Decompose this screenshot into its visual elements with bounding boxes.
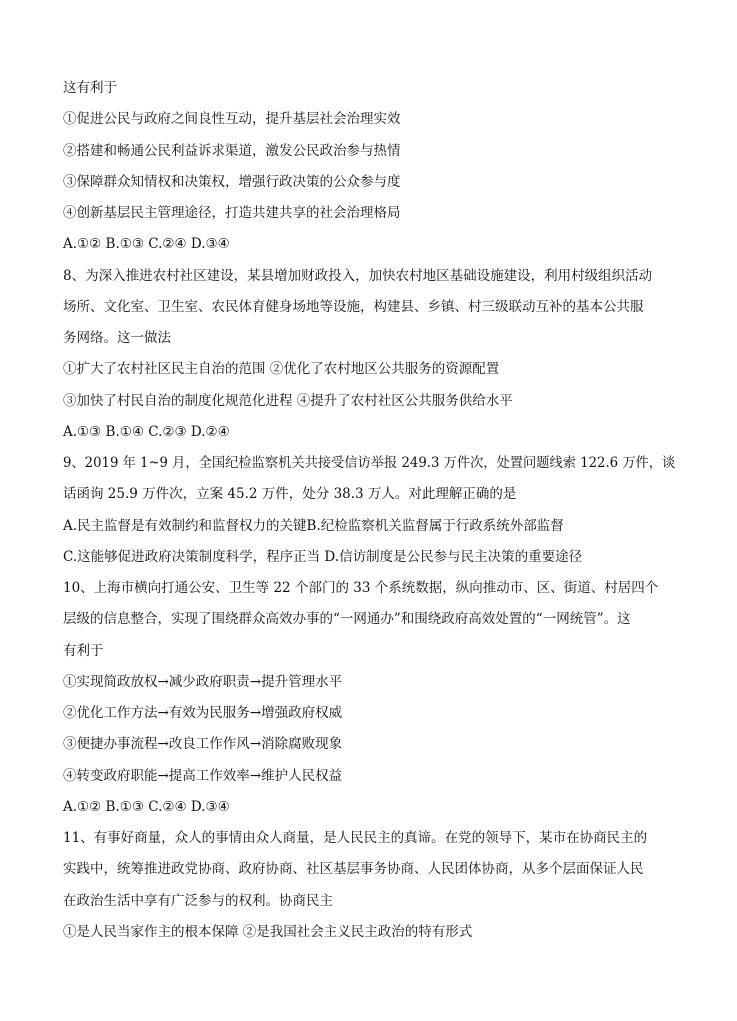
question-11-line: 实践中，统筹推进政党协商、政府协商、社区基层事务协商、人民团体协商，从多个层面保证人民 xyxy=(63,861,644,877)
question-9-line: 话函询 25.9 万件次，立案 45.2 万件，处分 38.3 万人。对此理解正确的是 xyxy=(63,486,517,502)
question-9-line: 9、2019 年 1~9 月，全国纪检监察机关共接受信访举报 249.3 万件次，处置问题线索 122.6 万件，谈 xyxy=(63,455,676,471)
option-line: ①是人民当家作主的根本保障 ②是我国社会主义民主政治的特有形式 xyxy=(63,924,473,940)
answer-choices: C.这能够促进政府决策制度科学，程序正当 D.信访制度是公民参与民主决策的重要途径 xyxy=(63,549,583,565)
question-10-line: 10、上海市横向打通公安、卫生等 22 个部门的 33 个系统数据，纵向推动市、区、街道、村居四个 xyxy=(63,580,659,596)
question-8-line: 8、为深入推进农村社区建设，某县增加财政投入，加快农村地区基础设施建设，利用村级组织活动 xyxy=(63,268,653,284)
answer-choices: A.①② B.①③ C.②④ D.③④ xyxy=(63,236,230,252)
option-line: ③保障群众知情权和决策权，增强行政决策的公众参与度 xyxy=(63,174,401,190)
option-line: ③便捷办事流程→改良工作作风→消除腐败现象 xyxy=(63,736,343,752)
text-line: 这有利于 xyxy=(63,80,117,96)
answer-choices: A.①② B.①③ C.②④ D.③④ xyxy=(63,799,230,815)
option-line: ③加快了村民自治的制度化规范化进程 ④提升了农村社区公共服务供给水平 xyxy=(63,393,513,409)
option-line: ④转变政府职能→提高工作效率→维护人民权益 xyxy=(63,768,343,784)
answer-choices: A.①③ B.①④ C.②③ D.②④ xyxy=(63,424,230,440)
question-8-line: 务网络。这一做法 xyxy=(63,330,171,346)
option-line: ①促进公民与政府之间良性互动，提升基层社会治理实效 xyxy=(63,111,401,127)
question-8-line: 场所、文化室、卫生室、农民体育健身场地等设施，构建县、乡镇、村三级联动互补的基本公共服 xyxy=(63,299,644,315)
question-10-line: 层级的信息整合，实现了围绕群众高效办事的“一网通办”和围绕政府高效处置的“一网统管”。这 xyxy=(63,611,631,627)
option-line: ①实现简政放权→减少政府职责→提升管理水平 xyxy=(63,674,343,690)
question-10-line: 有利于 xyxy=(63,643,104,659)
option-line: ②搭建和畅通公民利益诉求渠道，激发公民政治参与热情 xyxy=(63,143,401,159)
question-11-line: 11、有事好商量，众人的事情由众人商量，是人民民主的真谛。在党的领导下，某市在协商民主的 xyxy=(63,830,648,846)
option-line: ④创新基层民主管理途径，打造共建共享的社会治理格局 xyxy=(63,205,401,221)
answer-choices: A.民主监督是有效制约和监督权力的关键B.纪检监察机关监督属于行政系统外部监督 xyxy=(63,518,564,534)
option-line: ②优化工作方法→有效为民服务→增强政府权威 xyxy=(63,705,343,721)
question-11-line: 在政治生活中享有广泛参与的权利。协商民主 xyxy=(63,893,333,909)
option-line: ①扩大了农村社区民主自治的范围 ②优化了农村地区公共服务的资源配置 xyxy=(63,361,500,377)
